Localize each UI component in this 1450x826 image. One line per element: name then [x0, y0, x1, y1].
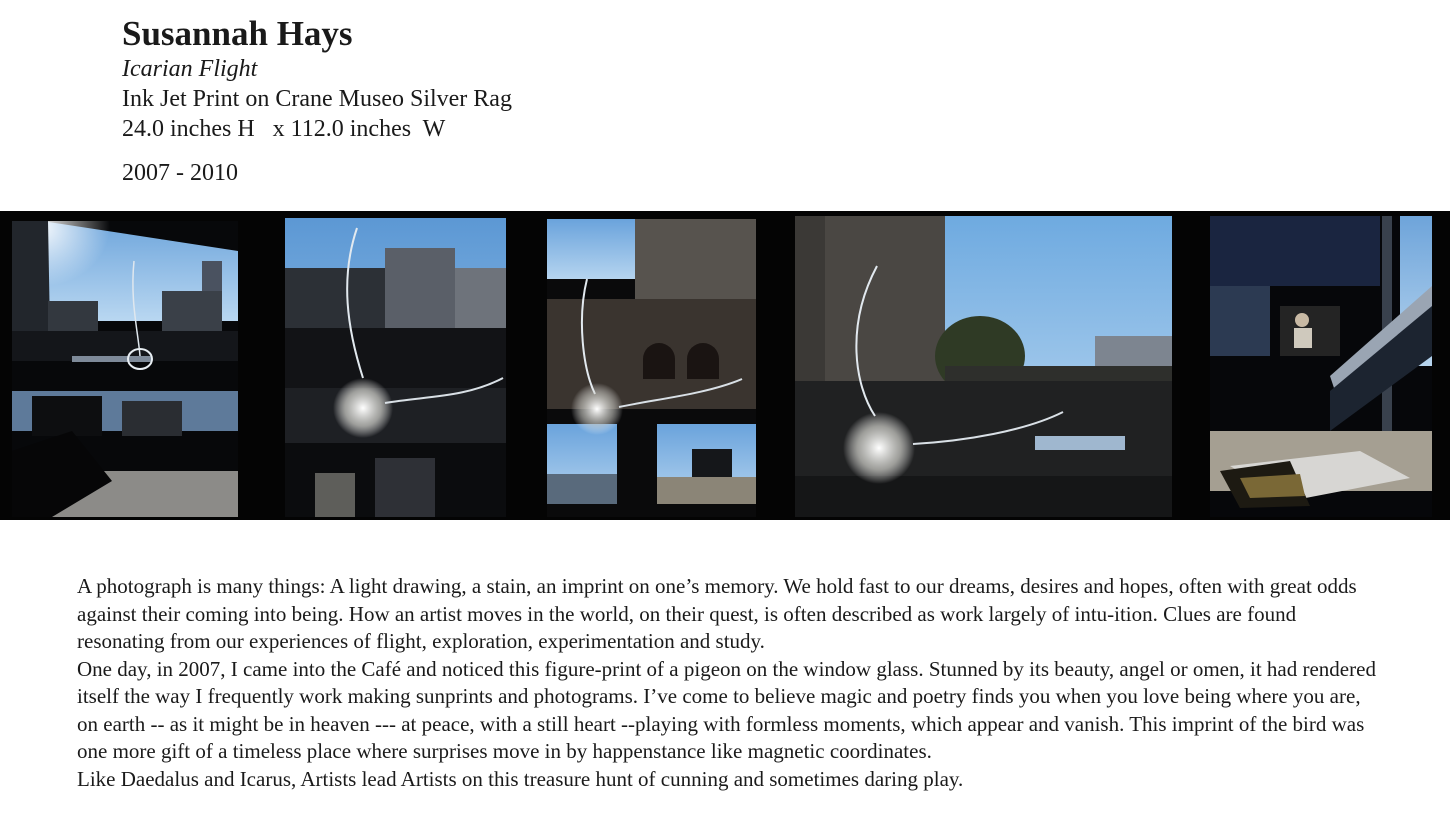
artwork-caption [122, 14, 512, 188]
artwork-medium: Ink Jet Print on Crane Museo Silver Rag [122, 86, 512, 112]
photo-panel-2 [285, 218, 506, 517]
photo-panel-3 [547, 219, 756, 517]
statement-paragraph-2: One day, in 2007, I came into the Café and noticed this figure-print of a pigeon on the window glass. Stunned by its beauty, angel or omen, it had rendered itself the way I frequently work making sunprints and photograms. I’ve come to believe magic and poetry finds you when you love being where you are, on earth -- as it might be in heaven --- at peace, with a still heart --playing with formless moments, which appear and vanish. This imprint of the bird was one more gift of a timeless place where surprises move in by happenstance like magnetic coordinates. [77, 656, 1376, 763]
artwork-dates: 2007 - 2010 [122, 160, 238, 186]
artwork-title: Icarian Flight [122, 56, 258, 82]
photo-panel-1 [12, 221, 238, 517]
artist-name: Susannah Hays [122, 14, 353, 53]
photo-panel-5 [1210, 216, 1432, 517]
statement-paragraph-1: A photograph is many things: A light drawing, a stain, an imprint on one’s memory. We hold fast to our dreams, desires and hopes, often with great odds against their coming into being. How an artist moves in the world, on their quest, is often described as work largely of intu-ition. Clues are found resonating from our experiences of flight, exploration, experimentation and study. [77, 574, 1357, 653]
artist-statement [77, 573, 1377, 793]
photo-strip [0, 211, 1450, 520]
photo-panel-4 [795, 216, 1172, 517]
artwork-dimensions: 24.0 inches H x 112.0 inches W [122, 116, 446, 142]
statement-paragraph-3: Like Daedalus and Icarus, Artists lead Artists on this treasure hunt of cunning and sometimes daring play. [77, 766, 964, 791]
